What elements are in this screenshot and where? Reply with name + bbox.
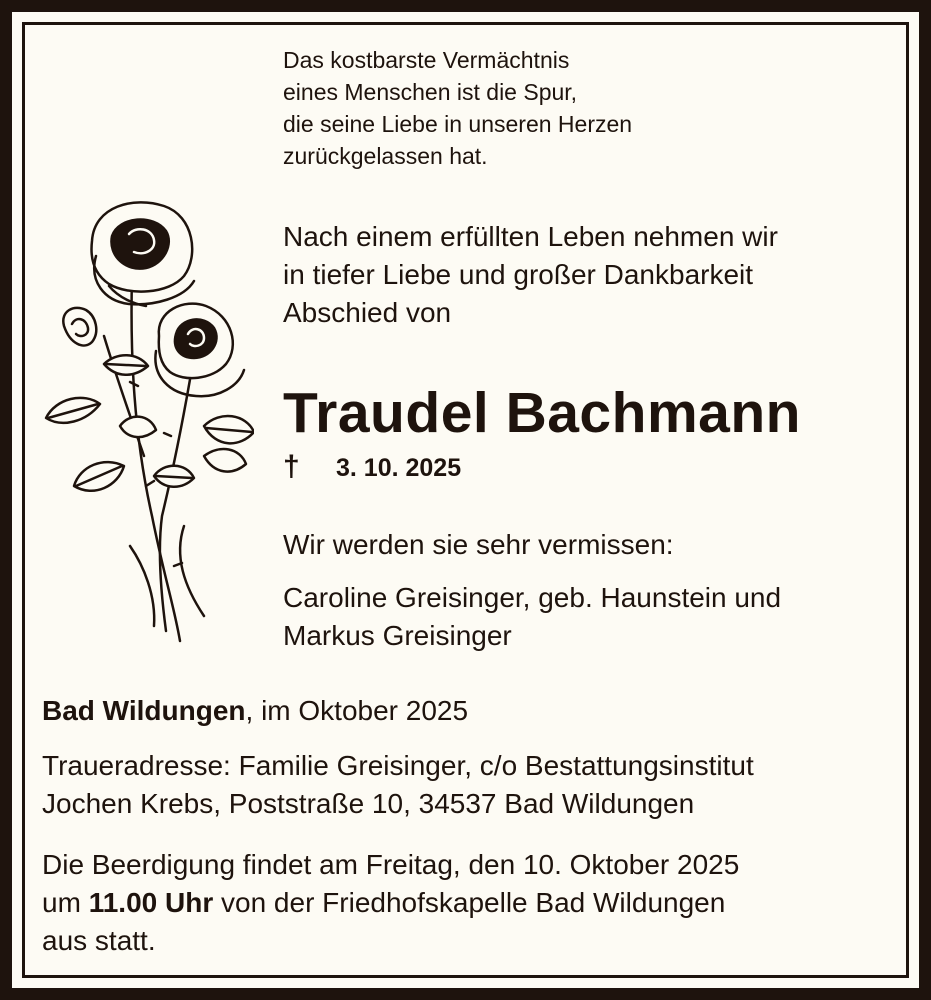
address-line: Jochen Krebs, Poststraße 10, 34537 Bad Wildungen [42, 788, 695, 819]
city-name: Bad Wildungen [42, 695, 246, 726]
mourning-address [42, 747, 754, 823]
intro-line: Nach einem erfüllten Leben nehmen wir [283, 221, 778, 252]
cross-icon: † [283, 450, 300, 483]
quote-line: zurückgelassen hat. [283, 143, 488, 169]
mourner-line: Markus Greisinger [283, 620, 512, 651]
intro-line: in tiefer Liebe und großer Dankbarkeit [283, 259, 754, 290]
miss-text: Wir werden sie sehr vermissen: [283, 529, 674, 560]
funeral-time: 11.00 Uhr [88, 887, 214, 918]
death-date-row [283, 450, 461, 485]
funeral-suffix: von der Friedhofskapelle Bad Wildungen [213, 887, 726, 918]
quote-line: die seine Liebe in unseren Herzen [283, 111, 633, 137]
funeral-line: aus statt. [42, 925, 156, 956]
memorial-quote [283, 44, 632, 172]
place-date [42, 692, 468, 730]
intro-line: Abschied von [283, 297, 452, 328]
funeral-info [42, 846, 739, 960]
intro-text [283, 218, 778, 332]
funeral-line [42, 884, 739, 922]
mourners-list [283, 579, 781, 655]
address-line: Traueradresse: Familie Greisinger, c/o Bestattungsinstitut [42, 750, 754, 781]
funeral-prefix: um [42, 887, 89, 918]
mourner-line: Caroline Greisinger, geb. Haunstein und [283, 582, 782, 613]
obituary-card [12, 12, 919, 988]
roses-illustration-icon [34, 186, 254, 646]
place-date-text: , im Oktober 2025 [245, 695, 469, 726]
death-date: 3. 10. 2025 [336, 454, 462, 482]
quote-line: Das kostbarste Vermächtnis [283, 47, 570, 73]
funeral-line: Die Beerdigung findet am Freitag, den 10. Oktober 2025 [42, 849, 740, 880]
deceased-name: Traudel Bachmann [283, 381, 801, 445]
quote-line: eines Menschen ist die Spur, [283, 79, 578, 105]
